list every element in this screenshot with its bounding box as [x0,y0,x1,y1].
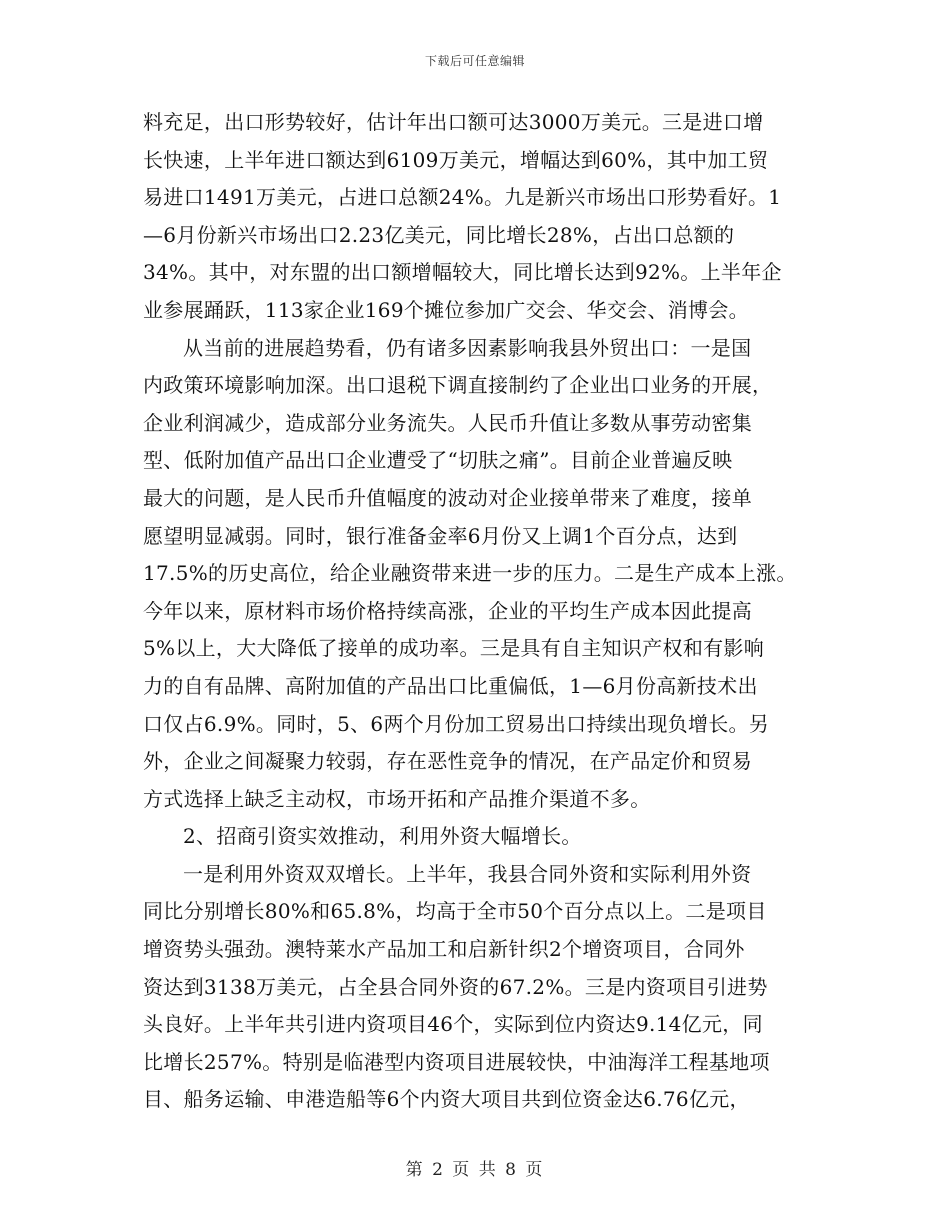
section-heading: 2、招商引资实效推动，利用外资大幅增长。 [183,824,582,849]
text-line: 内政策环境影响加深。出口退税下调直接制约了企业出口业务的开展， [143,373,773,398]
paragraph-start-line: 一是利用外资双双增长。上半年，我县合同外资和实际利用外资 [183,861,752,886]
text-line: —6月份新兴市场出口2.23亿美元，同比增长28%，占出口总额的 [143,222,735,247]
text-line: 最大的问题，是人民币升值幅度的波动对企业接单带来了难度，接单 [143,485,752,510]
text-line: 料充足，出口形势较好，估计年出口额可达3000万美元。三是进口增 [143,110,764,134]
text-line: 企业利润减少，造成部分业务流失。人民币升值让多数从事劳动密集 [143,410,752,435]
text-line: 易进口1491万美元，占进口总额24%。九是新兴市场出口形势看好。1 [143,185,782,210]
text-line: 长快速，上半年进口额达到6109万美元，增幅达到60%，其中加工贸 [143,147,769,172]
text-line: 方式选择上缺乏主动权，市场开拓和产品推介渠道不多。 [143,786,651,811]
text-line: 目、船务运输、申港造船等6个内资大项目共到位资金达6.76亿元， [143,1087,750,1112]
text-line: 5%以上，大大降低了接单的成功率。三是具有自主知识产权和有影响 [143,636,765,661]
text-line: 17.5%的历史高位，给企业融资带来进一步的压力。二是生产成本上涨。 [143,561,797,586]
text-line: 增资势头强劲。澳特莱水产品加工和启新针织2个增资项目，合同外 [143,937,745,962]
text-line: 比增长257%。特别是临港型内资项目进展较快，中油海洋工程基地项 [143,1049,770,1074]
text-line: 型、低附加值产品出口企业遭受了“切肤之痛”。目前企业普遍反映 [143,448,733,473]
text-line: 头良好。上半年共引进内资项目46个，实际到位内资达9.14亿元，同 [143,1012,763,1037]
paragraph-start-line: 从当前的进展趋势看，仍有诸多因素影响我县外贸出口：一是国 [183,335,752,360]
body-text [143,104,823,1119]
page-number-footer: 第 2 页 共 8 页 [405,1160,545,1180]
text-line: 34%。其中，对东盟的出口额增幅较大，同比增长达到92%。上半年企 [143,260,782,285]
text-line: 同比分别增长80%和65.8%，均高于全市50个百分点以上。二是项目 [143,899,767,924]
text-line: 今年以来，原材料市场价格持续高涨，企业的平均生产成本因此提高 [143,598,752,623]
text-line: 资达到3138万美元，占全县合同外资的67.2%。三是内资项目引进势 [143,974,768,999]
page-header: 下载后可任意编辑 [424,54,525,68]
text-line: 外，企业之间凝聚力较弱，存在恶性竞争的情况，在产品定价和贸易 [143,749,752,774]
text-line: 力的自有品牌、高附加值的产品出口比重偏低，1—6月份高新技术出 [143,673,758,698]
text-line: 口仅占6.9%。同时，5、6两个月份加工贸易出口持续出现负增长。另 [143,711,770,736]
text-line: 业参展踊跃，113家企业169个摊位参加广交会、华交会、消博会。 [143,297,749,322]
text-line: 愿望明显减弱。同时，银行准备金率6月份又上调1个百分点，达到 [143,523,738,548]
